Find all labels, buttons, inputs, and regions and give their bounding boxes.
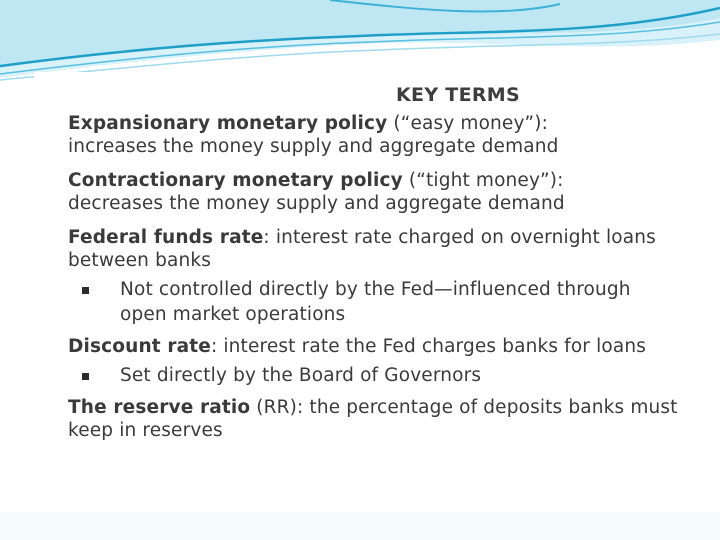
term-qualifier: :	[263, 227, 270, 248]
term-federal-funds-rate	[68, 226, 678, 272]
term-qualifier: (“easy money”):	[387, 113, 549, 134]
term-name: Contractionary monetary policy	[68, 170, 403, 191]
bullet-text: Not controlled directly by the Fed—influenced through open market operations	[120, 279, 631, 325]
term-definition: increases the money supply and aggregate demand	[68, 136, 559, 157]
bullet-discount-rate	[68, 363, 678, 388]
term-name: Discount rate	[68, 336, 211, 357]
term-name: Federal funds rate	[68, 227, 264, 248]
square-bullet-icon	[82, 287, 89, 294]
term-name: Expansionary monetary policy	[68, 113, 388, 134]
term-reserve-ratio	[68, 396, 678, 442]
term-definition: decreases the money supply and aggregate demand	[68, 193, 565, 214]
term-discount-rate	[68, 335, 678, 358]
term-definition: interest rate charged on overnight loans between banks	[68, 227, 656, 271]
term-expansionary-monetary-policy	[68, 112, 678, 158]
term-qualifier: :	[210, 336, 218, 357]
bullet-text: Set directly by the Board of Governors	[120, 365, 482, 386]
square-bullet-icon	[82, 373, 89, 380]
term-contractionary-monetary-policy	[68, 169, 678, 215]
page-title: KEY TERMS	[396, 84, 520, 106]
bullet-federal-funds-rate	[68, 277, 678, 327]
term-qualifier: (“tight money”):	[402, 170, 564, 191]
term-qualifier: (RR):	[250, 397, 304, 418]
term-name: The reserve ratio	[68, 397, 251, 418]
term-definition: interest rate the Fed charges banks for loans	[217, 336, 647, 357]
term-definition: the percentage of deposits banks must keep in reserves	[68, 397, 678, 441]
footer-band	[0, 512, 720, 540]
key-terms-content	[68, 84, 678, 453]
